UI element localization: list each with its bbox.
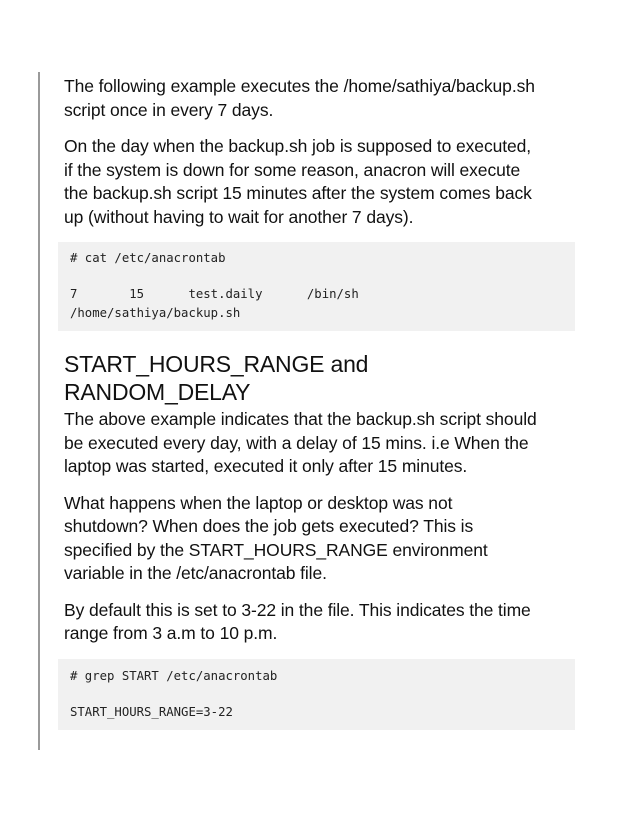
code-command: # cat /etc/anacrontab	[70, 251, 226, 265]
text-line: script once in every 7 days.	[64, 99, 274, 120]
paragraph-failure	[64, 135, 584, 229]
heading-line: START_HOURS_RANGE and	[64, 351, 369, 377]
code-output-line: START_HOURS_RANGE=3-22	[70, 704, 233, 719]
paragraph-shutdown	[64, 492, 584, 586]
text-line: if the system is down for some reason, anacron will execute	[64, 159, 521, 180]
text-line: The following example executes the /home/sathiya/backup.sh	[64, 76, 535, 96]
text-line: What happens when the laptop or desktop was not	[64, 492, 453, 513]
document-column	[64, 72, 584, 730]
code-spacer	[58, 269, 575, 283]
text-line: The above example indicates that the backup.sh script should	[64, 409, 537, 429]
code-command: # grep START /etc/anacrontab	[70, 668, 278, 683]
paragraph-default	[64, 599, 584, 646]
text-line: specified by the START_HOURS_RANGE environment	[64, 539, 488, 560]
text-line: laptop was started, executed it only after 15 minutes.	[64, 456, 468, 476]
text-line: up (without having to wait for another 7 days).	[64, 206, 414, 227]
code-output-line: 7 15 test.daily /bin/sh	[70, 287, 359, 301]
text-line: shutdown? When does the job gets executed? This is	[64, 516, 474, 536]
code-block-grep	[58, 659, 575, 730]
margin-rule	[38, 72, 40, 750]
paragraph-intro	[64, 75, 584, 122]
text-line: be executed every day, with a delay of 15 mins. i.e When the	[64, 432, 529, 453]
code-spacer	[58, 687, 575, 701]
section-heading	[64, 350, 584, 406]
text-line: variable in the /etc/anacrontab file.	[64, 563, 327, 583]
code-block-anacrontab	[58, 242, 575, 331]
text-line: On the day when the backup.sh job is supposed to executed,	[64, 136, 532, 156]
text-line: By default this is set to 3-22 in the file. This indicates the time	[64, 599, 531, 620]
heading-line: RANDOM_DELAY	[64, 379, 251, 405]
text-line: range from 3 a.m to 10 p.m.	[64, 623, 278, 643]
code-output-line: /home/sathiya/backup.sh	[70, 306, 241, 320]
text-line: the backup.sh script 15 minutes after the system comes back	[64, 183, 532, 203]
paragraph-delay	[64, 408, 584, 479]
